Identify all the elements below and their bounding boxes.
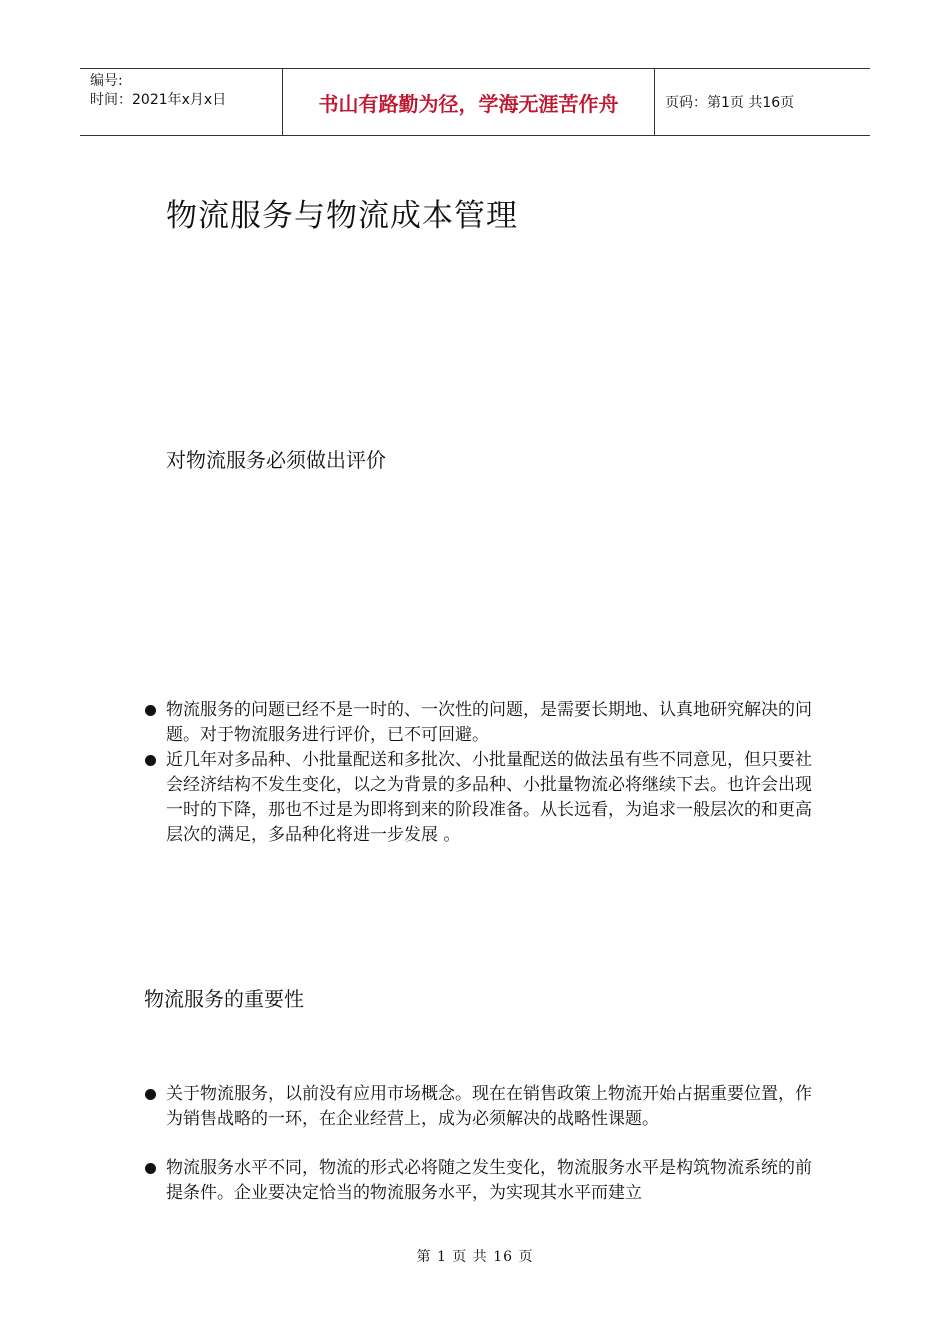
bullet-dot-icon bbox=[145, 705, 156, 716]
document-time-label: 时间：2021年x月x日 bbox=[90, 92, 227, 108]
section-heading-evaluation: 对物流服务必须做出评价 bbox=[166, 448, 386, 472]
page-footer: 第 1 页 共 16 页 bbox=[416, 1249, 534, 1265]
bullet-list-importance bbox=[144, 1082, 824, 1206]
bullet-dot-icon bbox=[145, 1089, 156, 1100]
document-number-label: 编号: bbox=[90, 73, 123, 89]
list-item bbox=[144, 1156, 824, 1206]
bullet-dot-icon bbox=[145, 755, 156, 766]
list-item-text: 物流服务水平不同，物流的形式必将随之发生变化，物流服务水平是构筑物流系统的前提条件。企业要决定恰当的物流服务水平，为实现其水平而建立 bbox=[166, 1158, 812, 1203]
header-motto: 书山有路勤为径，学海无涯苦作舟 bbox=[282, 69, 655, 135]
header-page-indicator: 页码：第1页 共16页 bbox=[665, 95, 795, 111]
list-item-text: 近几年对多品种、小批量配送和多批次、小批量配送的做法虽有些不同意见，但只要社会经济结构不发生变化，以之为背景的多品种、小批量物流必将继续下去。也许会出现一时的下降，那也不过是为即将到来的阶段准备。从长远看，为追求一般层次的和更高层次的满足，多品种化将进一步发展 。 bbox=[166, 750, 812, 845]
list-item-text: 关于物流服务，以前没有应用市场概念。现在在销售政策上物流开始占据重要位置，作为销售战略的一环，在企业经营上，成为必须解决的战略性课题。 bbox=[166, 1084, 812, 1129]
list-item bbox=[144, 1082, 824, 1132]
bullet-dot-icon bbox=[145, 1163, 156, 1174]
bullet-list-evaluation bbox=[144, 698, 824, 848]
section-heading-importance: 物流服务的重要性 bbox=[144, 987, 304, 1011]
list-item bbox=[144, 698, 824, 748]
page-header bbox=[80, 68, 870, 136]
list-item-text: 物流服务的问题已经不是一时的、一次性的问题，是需要长期地、认真地研究解决的问题。对于物流服务进行评价，已不可回避。 bbox=[166, 700, 812, 745]
document-title: 物流服务与物流成本管理 bbox=[166, 198, 518, 234]
list-item bbox=[144, 748, 824, 848]
header-meta bbox=[80, 69, 282, 135]
